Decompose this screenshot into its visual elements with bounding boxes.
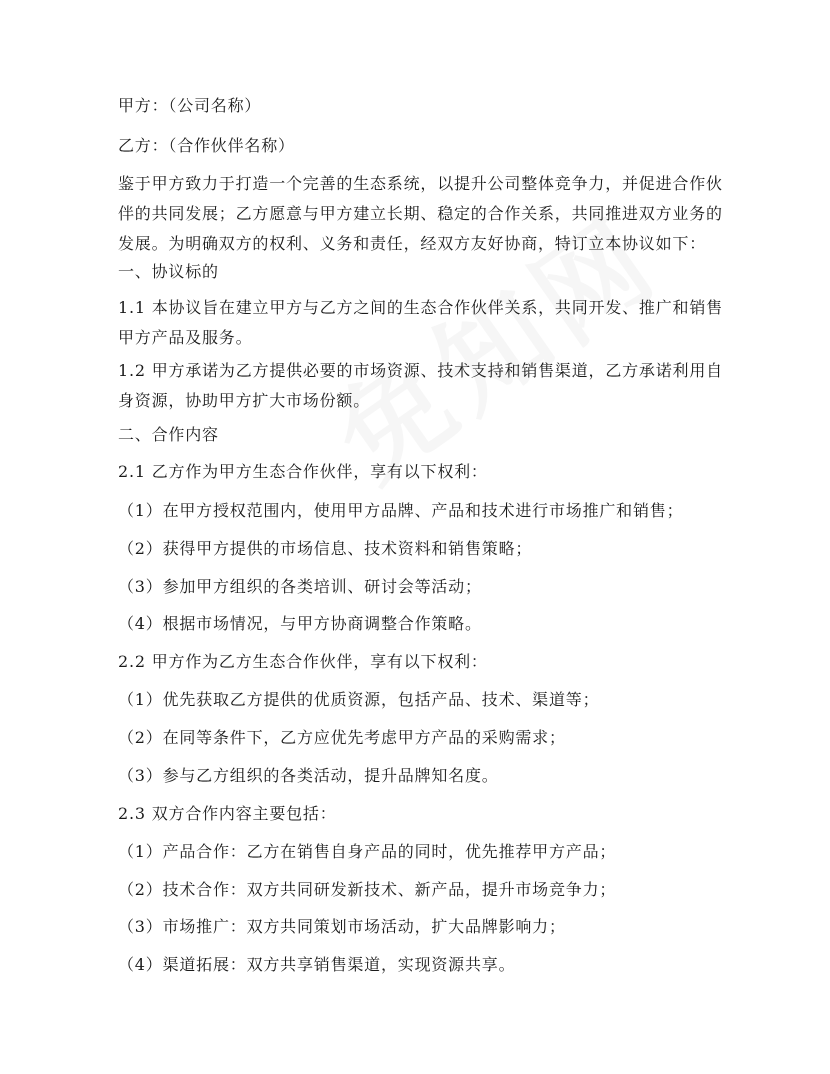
clause-line: 身资源，协助甲方扩大市场份额。 [118,391,371,410]
preamble-line: 鉴于甲方致力于打造一个完善的生态系统，以提升公司整体竞争力，并促进合作伙 [118,174,723,193]
section-2-title: 二、合作内容 [118,425,219,444]
preamble-line: 伴的共同发展；乙方愿意与甲方建立长期、稳定的合作关系，共同推进双方业务的 [118,204,723,223]
clause-2-2-item: （3）参与乙方组织的各类活动，提升品牌知名度。 [118,766,499,785]
clause-2-1-item: （2）获得甲方提供的市场信息、技术资料和销售策略； [118,539,533,558]
clause-1-1 [118,293,723,353]
clause-2-3-item: （1）产品合作：乙方在销售自身产品的同时，优先推荐甲方产品； [118,842,617,861]
clause-2-3-item: （2）技术合作：双方共同研发新技术、新产品，提升市场竞争力； [118,880,617,899]
clause-2-3-item: （4）渠道拓展：双方共享销售渠道，实现资源共享。 [118,955,516,974]
party-b-line: 乙方：（合作伙伴名称） [118,136,295,155]
clause-2-2-title: 2.2 甲方作为乙方生态合作伙伴，享有以下权利： [118,652,488,671]
clause-2-2-item: （1）优先获取乙方提供的优质资源，包括产品、技术、渠道等； [118,690,600,709]
preamble-line: 发展。为明确双方的权利、义务和责任，经双方友好协商，特订立本协议如下： [118,234,707,253]
clause-line: 1.1 本协议旨在建立甲方与乙方之间的生态合作伙伴关系，共同开发、推广和销售 [118,298,723,317]
clause-2-3-item: （3）市场推广：双方共同策划市场活动，扩大品牌影响力； [118,917,566,936]
clause-2-1-item: （1）在甲方授权范围内，使用甲方品牌、产品和技术进行市场推广和销售； [118,501,684,520]
clause-2-1-item: （3）参加甲方组织的各类培训、研讨会等活动； [118,577,482,596]
clause-line: 1.2 甲方承诺为乙方提供必要的市场资源、技术支持和销售渠道，乙方承诺利用自 [118,361,723,380]
clause-2-2-item: （2）在同等条件下，乙方应优先考虑甲方产品的采购需求； [118,728,566,747]
party-a-line: 甲方：（公司名称） [118,96,262,115]
clause-2-1-item: （4）根据市场情况，与甲方协商调整合作策略。 [118,614,482,633]
clause-line: 甲方产品及服务。 [118,328,253,347]
clause-2-3-title: 2.3 双方合作内容主要包括： [118,804,337,823]
clause-1-2 [118,356,723,416]
preamble-paragraph [118,169,723,259]
clause-2-1-title: 2.1 乙方作为甲方生态合作伙伴，享有以下权利： [118,462,488,481]
section-1-title: 一、协议标的 [118,262,219,281]
